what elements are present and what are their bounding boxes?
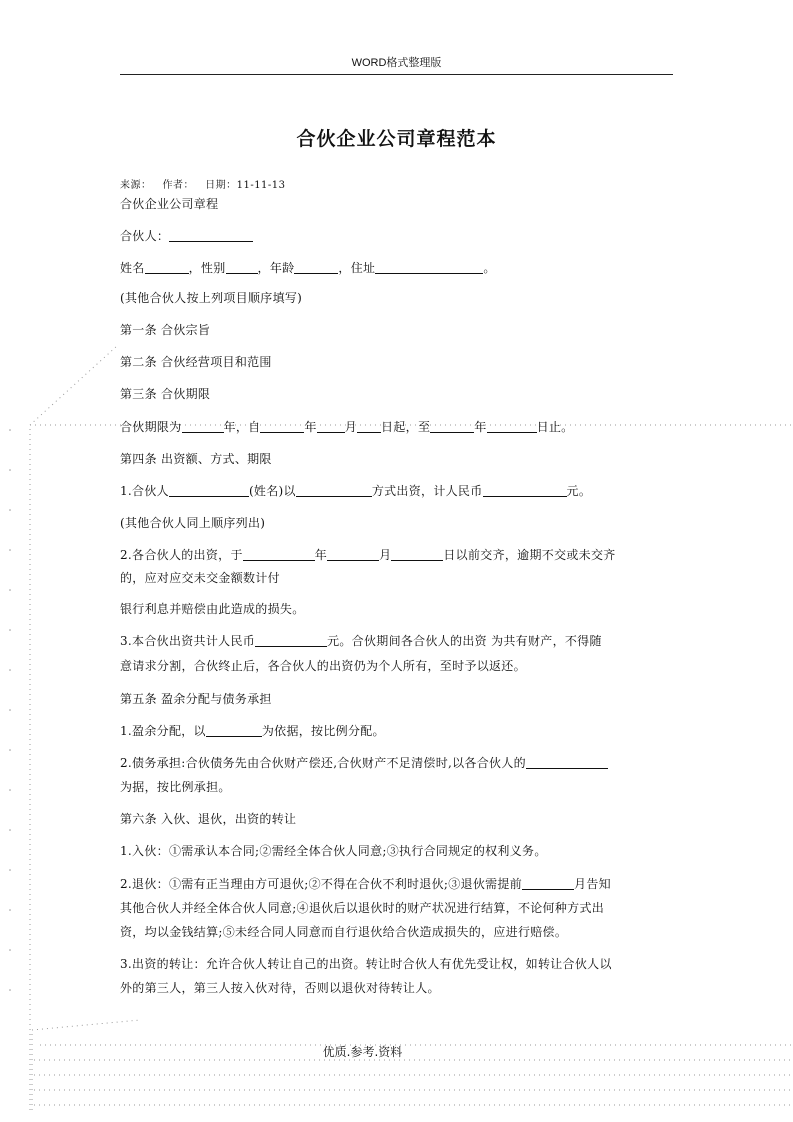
page-header [120,54,673,75]
paragraph: 外的第三人，第三人按入伙对待，否则以退伙对待转让人。 [120,981,440,995]
section-heading: 第一条 合伙宗旨 [120,323,211,337]
section-heading: 第六条 入伙、退伙，出资的转让 [120,812,297,826]
fill-blank [317,418,345,433]
paragraph: 银行利息并赔偿由此造成的损失。 [120,602,305,616]
document-title: 合伙企业公司章程范本 [296,128,497,150]
fill-blank [375,259,483,274]
section-heading: 第五条 盈余分配与债务承担 [120,692,272,706]
paragraph: 3.出资的转让：允许合伙人转让自己的出资。转让时合伙人有优先受让权，如转让合伙人以 [120,957,612,971]
fill-blank [391,546,443,561]
author-label: 作者： [162,180,195,191]
paragraph: 意请求分割，合伙终止后，各合伙人的出资仍为个人所有，至时予以返还。 [120,659,526,673]
paragraph: 2.各合伙人的出资，于 年 月 日以前交齐，逾期不交或未交齐 [120,548,616,562]
paragraph: 1.盈余分配，以 为依据，按比例分配。 [120,724,385,738]
date-value: 11-11-13 [236,180,286,191]
page-footer [0,1043,793,1060]
fill-blank [483,482,567,497]
paragraph: 其他合伙人并经全体合伙人同意;④退伙后以退伙时的财产状况进行结算，不论何种方式出 [120,901,605,915]
section-heading: 第三条 合伙期限 [120,387,211,401]
paragraph: (其他合伙人同上顺序列出) [120,516,266,530]
fill-blank [169,482,249,497]
paragraph: 的，应对应交未交金额数计付 [120,571,280,585]
paragraph: (其他合伙人按上列项目顺序填写) [120,291,303,305]
paragraph: 2.退伙：①需有正当理由方可退伙;②不得在合伙不利时退伙;③退伙需提前 月告知 [120,877,611,891]
paragraph: 1.合伙人 (姓名)以 方式出资，计人民币 元。 [120,484,592,498]
fill-blank [226,259,258,274]
paragraph: 资，均以金钱结算;⑤未经合同人同意而自行退伙给合伙造成损失的，应进行赔偿。 [120,925,568,939]
paragraph: 合伙人： [120,225,253,248]
header-text: WORD格式整理版 [351,57,442,69]
paragraph: 合伙期限为 年，自 年 月 日起，至 年 日止。 [120,420,574,434]
fill-blank [255,632,327,647]
fill-blank [357,418,381,433]
paragraph: 1.入伙：①需承认本合同;②需经全体合伙人同意;③执行合同规定的权利义务。 [120,844,547,858]
date-label: 日期： [205,180,237,191]
fill-blank [206,722,262,737]
paragraph: 姓名 ，性别 ，年龄 ，住址 。 [120,261,496,275]
fill-blank [169,227,253,242]
paragraph: 为据，按比例承担。 [120,780,231,794]
fill-blank [487,418,537,433]
fill-blank [327,546,379,561]
fill-blank [243,546,315,561]
paragraph: 3.本合伙出资共计人民币 元。合伙期间各合伙人的出资 为共有财产，不得随 [120,634,602,648]
paragraph: 2.债务承担:合伙债务先由合伙财产偿还,合伙财产不足清偿时,以各合伙人的 [120,752,608,775]
fill-blank [526,754,608,769]
paragraph: 合伙企业公司章程 [120,197,219,211]
document-meta [120,176,286,191]
fill-blank [522,875,574,890]
fill-blank [430,418,474,433]
fill-blank [294,259,338,274]
footer-text: 优质.参考.资料 [322,1045,403,1059]
fill-blank [182,418,224,433]
fill-blank [260,418,304,433]
section-heading: 第四条 出资额、方式、期限 [120,452,272,466]
fill-blank [145,259,189,274]
section-heading: 第二条 合伙经营项目和范围 [120,355,272,369]
source-label: 来源： [120,180,152,191]
fill-blank [296,482,372,497]
